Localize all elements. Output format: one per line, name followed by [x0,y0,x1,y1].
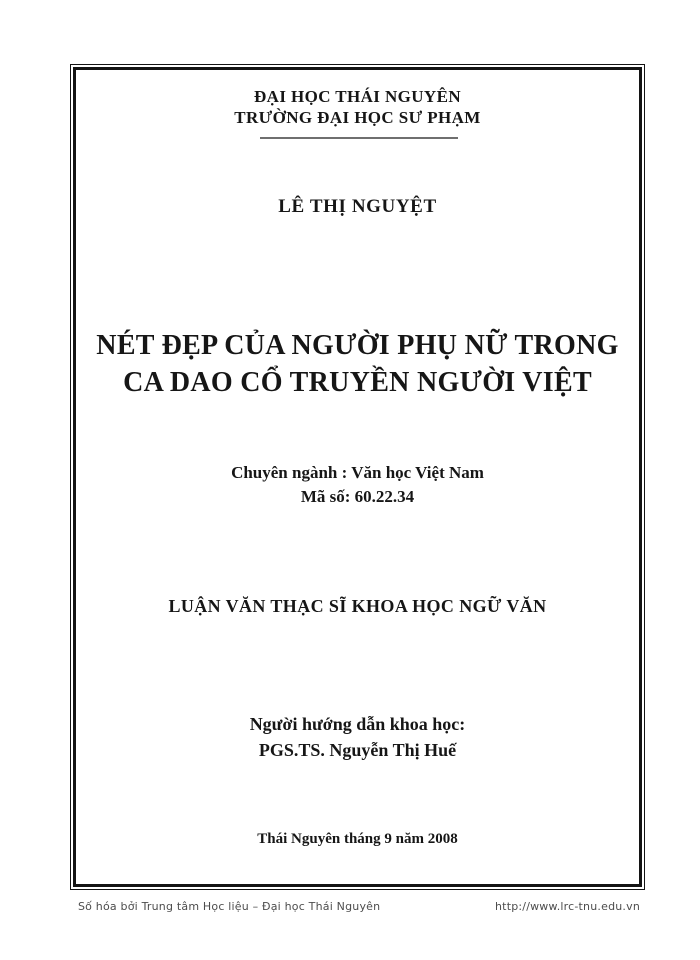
school-name: TRƯỜNG ĐẠI HỌC SƯ PHẠM [234,108,481,127]
university-name: ĐẠI HỌC THÁI NGUYÊN [253,87,462,106]
code-line: Mã số: 60.22.34 [300,487,415,506]
supervisor-label: Người hướng dẫn khoa học: [249,714,466,734]
thesis-type: LUẬN VĂN THẠC SĨ KHOA HỌC NGỮ VĂN [168,596,547,616]
digitization-footer [78,900,640,913]
thesis-title-line1: NÉT ĐẸP CỦA NGƯỜI PHỤ NỮ TRONG [96,330,619,361]
header-rule-divider [260,137,458,139]
institution-header [70,86,645,128]
thesis-title [70,327,645,401]
footer-attribution-text: Số hóa bởi Trung tâm Học liệu – Đại học Thái Nguyên [78,900,381,913]
author-name: LÊ THỊ NGUYỆT [278,196,437,217]
thesis-title-line2: CA DAO CỔ TRUYỀN NGƯỜI VIỆT [123,367,592,398]
place-date: Thái Nguyên tháng 9 năm 2008 [257,831,458,847]
supervisor-name: PGS.TS. Nguyễn Thị Huế [258,740,457,760]
specialization-line: Chuyên ngành : Văn học Việt Nam [231,463,484,482]
specialization-block [70,461,645,509]
footer-url-text: http://www.lrc-tnu.edu.vn [495,900,640,913]
supervisor-block [70,711,645,763]
